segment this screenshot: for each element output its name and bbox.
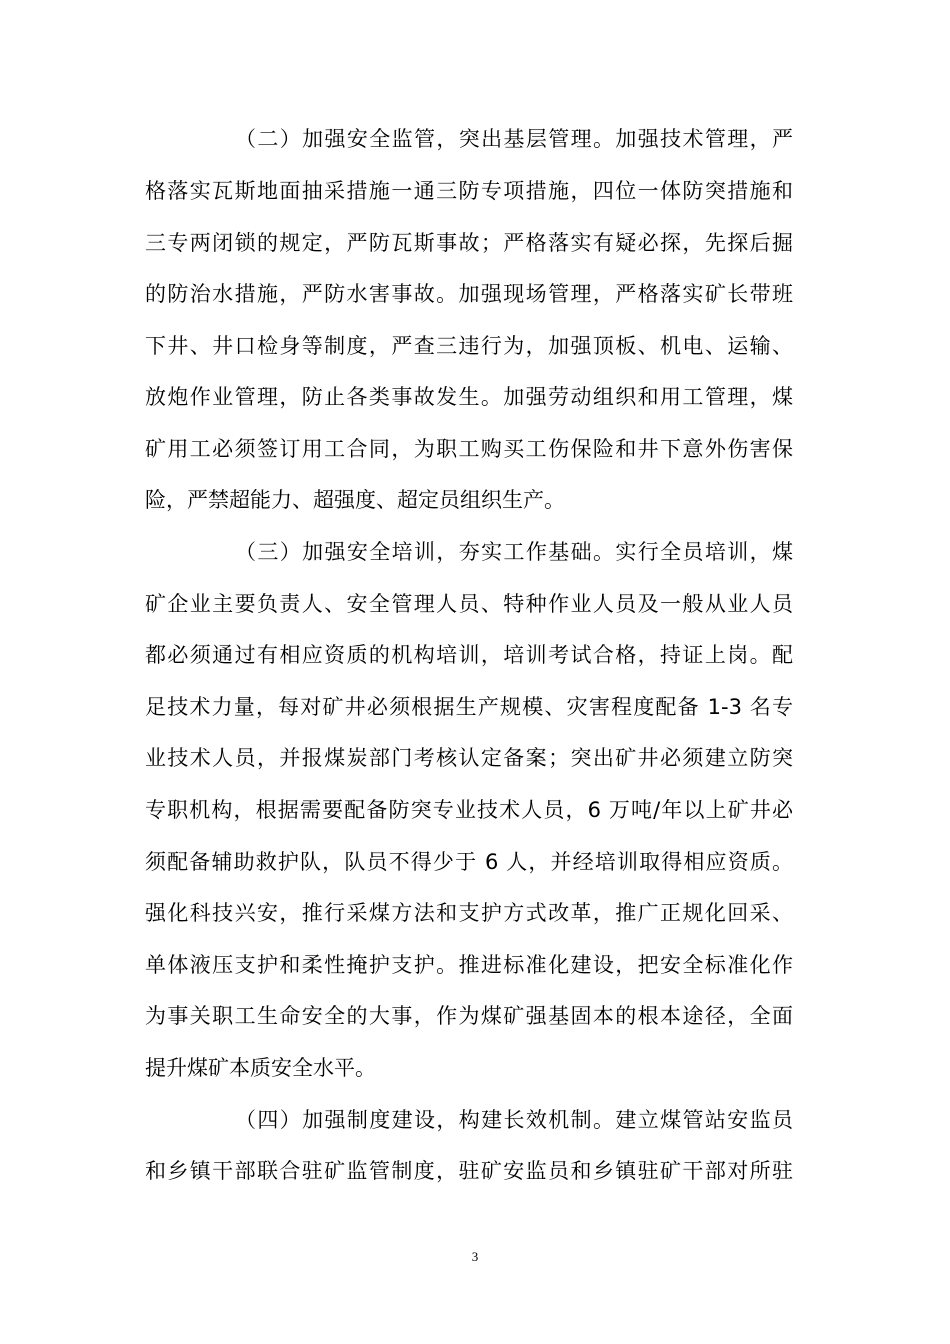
text-line: 和乡镇干部联合驻矿监管制度，驻矿安监员和乡镇驻矿干部对所驻 — [145, 1159, 793, 1183]
text-line: （三）加强安全培训，夯实工作基础。实行全员培训，煤 — [235, 540, 793, 564]
text-line: 的防治水措施，严防水害事故。加强现场管理，严格落实矿长带班 — [145, 282, 793, 306]
text-line: （二）加强安全监管，突出基层管理。加强技术管理，严 — [235, 127, 793, 151]
page-number: 3 — [471, 1249, 479, 1264]
text-line: 放炮作业管理，防止各类事故发生。加强劳动组织和用工管理，煤 — [145, 385, 793, 409]
text-line: 须配备辅助救护队，队员不得少于 6 人，并经培训取得相应资质。 — [145, 850, 793, 874]
text-line: 单体液压支护和柔性掩护支护。推进标准化建设，把安全标准化作 — [145, 953, 793, 977]
text-line: 险，严禁超能力、超强度、超定员组织生产。 — [145, 488, 565, 512]
text-line: 格落实瓦斯地面抽采措施一通三防专项措施，四位一体防突措施和 — [145, 179, 793, 203]
text-line: 为事关职工生命安全的大事，作为煤矿强基固本的根本途径，全面 — [145, 1004, 793, 1028]
text-line: 强化科技兴安，推行采煤方法和支护方式改革，推广正规化回采、 — [145, 901, 793, 925]
text-line: 都必须通过有相应资质的机构培训，培训考试合格，持证上岗。配 — [145, 643, 793, 667]
text-line: 矿企业主要负责人、安全管理人员、特种作业人员及一般从业人员 — [145, 592, 793, 616]
text-line: 提升煤矿本质安全水平。 — [145, 1056, 376, 1080]
text-line: 下井、井口检身等制度，严查三违行为，加强顶板、机电、运输、 — [145, 334, 793, 358]
text-line: 三专两闭锁的规定，严防瓦斯事故；严格落实有疑必探，先探后掘 — [145, 231, 793, 255]
text-line: 业技术人员，并报煤炭部门考核认定备案；突出矿井必须建立防突 — [145, 746, 793, 770]
text-line: 矿用工必须签订用工合同，为职工购买工伤保险和井下意外伤害保 — [145, 437, 793, 461]
text-line: 专职机构，根据需要配备防突专业技术人员，6 万吨/年以上矿井必 — [145, 798, 793, 822]
text-line: （四）加强制度建设，构建长效机制。建立煤管站安监员 — [235, 1108, 793, 1132]
text-line: 足技术力量，每对矿井必须根据生产规模、灾害程度配备 1-3 名专 — [145, 695, 793, 719]
